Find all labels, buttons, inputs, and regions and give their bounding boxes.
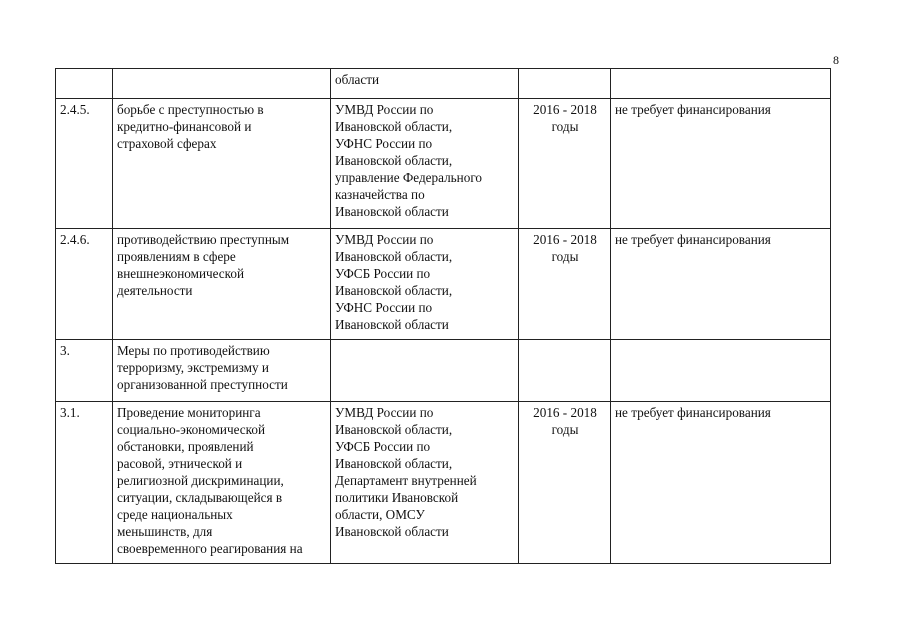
executors: [331, 402, 519, 564]
funding: [611, 69, 831, 99]
measure-text: [113, 340, 331, 402]
period: [519, 229, 611, 340]
table-row: [56, 99, 831, 229]
cell-line: борьбе с преступностью в: [117, 102, 264, 117]
cell-line: проявлениям в сфере: [117, 249, 236, 264]
cell-line: обстановки, проявлений: [117, 439, 254, 454]
funding: не требует финансирования: [611, 402, 831, 564]
executors: [331, 229, 519, 340]
cell-line: ситуации, складывающейся в: [117, 490, 283, 505]
cell-line: области, ОМСУ: [335, 507, 425, 522]
cell-line: терроризму, экстремизму и: [117, 360, 269, 375]
period: [519, 340, 611, 402]
cell-line: меньшинств, для: [117, 524, 213, 539]
period: [519, 402, 611, 564]
cell-line: Ивановской области: [335, 204, 449, 219]
cell-line: Ивановской области,: [335, 153, 453, 168]
cell-line: социально-экономической: [117, 422, 266, 437]
cell-line: 2016 - 2018: [533, 232, 597, 247]
cell-line: кредитно-финансовой и: [117, 119, 252, 134]
cell-line: 2016 - 2018: [533, 102, 597, 117]
measure-text: [113, 402, 331, 564]
cell-line: Ивановской области,: [335, 283, 453, 298]
item-number: 3.: [56, 340, 113, 402]
cell-line: УМВД России по: [335, 232, 434, 247]
cell-line: области: [335, 72, 380, 87]
cell-line: среде национальных: [117, 507, 233, 522]
page-number: 8: [833, 53, 839, 67]
cell-line: деятельности: [117, 283, 193, 298]
cell-line: Департамент внутренней: [335, 473, 477, 488]
cell-line: Проведение мониторинга: [117, 405, 261, 420]
item-number: 2.4.6.: [56, 229, 113, 340]
measure-text: [113, 99, 331, 229]
cell-line: страховой сферах: [117, 136, 217, 151]
measures-table: [55, 68, 831, 564]
table-row: [56, 229, 831, 340]
item-number: 3.1.: [56, 402, 113, 564]
measure-text: [113, 229, 331, 340]
cell-line: противодействию преступным: [117, 232, 290, 247]
item-number: 2.4.5.: [56, 99, 113, 229]
period: [519, 69, 611, 99]
cell-line: Ивановской области,: [335, 456, 453, 471]
cell-line: расовой, этнической и: [117, 456, 243, 471]
funding: не требует финансирования: [611, 99, 831, 229]
cell-line: УМВД России по: [335, 405, 434, 420]
cell-line: своевременного реагирования на: [117, 541, 303, 556]
executors: [331, 340, 519, 402]
measure-text: [113, 69, 331, 99]
cell-line: политики Ивановской: [335, 490, 459, 505]
cell-line: годы: [551, 422, 579, 437]
cell-line: Ивановской области: [335, 317, 449, 332]
cell-line: Ивановской области: [335, 524, 449, 539]
cell-line: организованной преступности: [117, 377, 288, 392]
cell-line: Ивановской области,: [335, 249, 453, 264]
cell-line: управление Федерального: [335, 170, 482, 185]
cell-line: УФСБ России по: [335, 439, 431, 454]
executors: [331, 69, 519, 99]
executors: [331, 99, 519, 229]
table-row: [56, 69, 831, 99]
cell-line: годы: [551, 249, 579, 264]
cell-line: годы: [551, 119, 579, 134]
cell-line: УФНС России по: [335, 300, 433, 315]
table-row: [56, 340, 831, 402]
cell-line: Ивановской области,: [335, 422, 453, 437]
period: [519, 99, 611, 229]
cell-line: 2016 - 2018: [533, 405, 597, 420]
cell-line: внешнеэкономической: [117, 266, 245, 281]
cell-line: УФСБ России по: [335, 266, 431, 281]
cell-line: казначейства по: [335, 187, 425, 202]
cell-line: УМВД России по: [335, 102, 434, 117]
cell-line: Меры по противодействию: [117, 343, 270, 358]
cell-line: УФНС России по: [335, 136, 433, 151]
funding: не требует финансирования: [611, 229, 831, 340]
funding: [611, 340, 831, 402]
cell-line: религиозной дискриминации,: [117, 473, 284, 488]
item-number: [56, 69, 113, 99]
cell-line: Ивановской области,: [335, 119, 453, 134]
table-row: [56, 402, 831, 564]
